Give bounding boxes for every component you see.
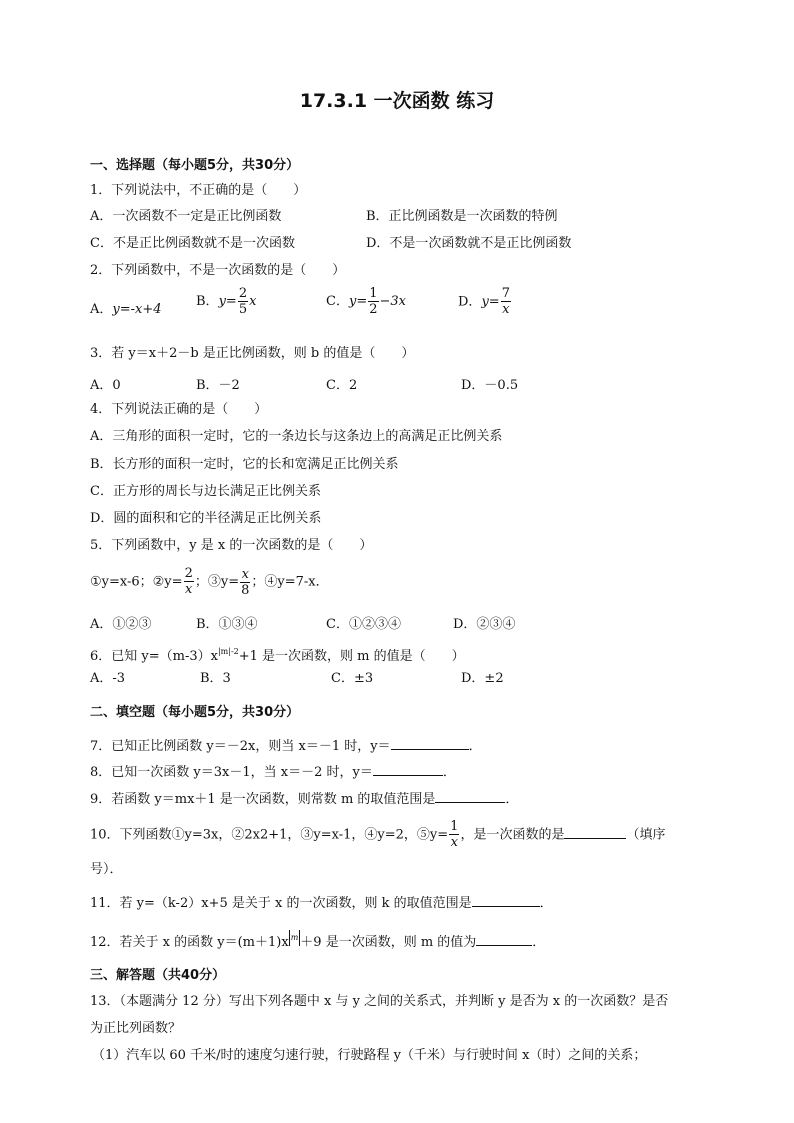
q4-stem: 4．下列说法正确的是（ ） xyxy=(90,402,268,417)
q13-part1: （1）汽车以 60 千米/时的速度匀速行驶，行驶路程 y（千米）与行驶时间 x（时）之间的关系； xyxy=(92,1048,647,1063)
q5-option-b: B．①③④ xyxy=(196,617,258,632)
q3-option-b: B．－2 xyxy=(196,378,240,393)
q5-option-a: A．①②③ xyxy=(90,617,152,632)
q7-answer-blank[interactable] xyxy=(391,736,469,750)
q8-answer-blank[interactable] xyxy=(373,762,443,776)
q6-option-a: A．-3 xyxy=(90,671,126,686)
q5-fraction-x-over-8: $\frac{x}{8}$ xyxy=(241,566,250,598)
q1-option-a: A．一次函数不一定是正比例函数 xyxy=(90,209,282,224)
q4-option-b: B．长方形的面积一定时，它的长和宽满足正比例关系 xyxy=(90,457,399,472)
q1-stem: 1．下列说法中，不正确的是（ ） xyxy=(90,183,307,198)
q13-line1: 13．（本题满分 12 分）写出下列各题中 x 与 y 之间的关系式，并判断 y 是否为 x 的一次函数？是否 xyxy=(90,994,669,1009)
q5-fraction-2-over-x: $\frac{2}{x}$ xyxy=(184,566,193,597)
q13-line2: 为正比列函数？ xyxy=(90,1021,182,1036)
q3-option-c: C．2 xyxy=(326,378,358,393)
q2-option-a: A．y=-x+4 xyxy=(90,302,162,317)
section-heading-fill: 二、填空题（每小题5分，共30分） xyxy=(90,705,300,720)
q11: 11．若 y=（k-2）x+5 是关于 x 的一次函数，则 k 的取值范围是 ． xyxy=(90,893,553,912)
q5-option-c: C．①②③④ xyxy=(326,617,401,632)
q1-option-c: C．不是正比例函数就不是一次函数 xyxy=(90,236,295,251)
q12: 12．若关于 x 的函数 y＝(m＋1)x $^m$ ＋9 是一次函数，则 m 的值为 ． xyxy=(90,930,545,951)
q2-option-c: C．y= $\frac{1}{2}$ −3x xyxy=(326,286,406,317)
q2-b-fraction: $\frac{2}{5}$ xyxy=(238,286,248,317)
q2-d-fraction: $\frac{7}{x}$ xyxy=(501,286,510,317)
q2-stem: 2．下列函数中，不是一次函数的是（ ） xyxy=(90,263,346,278)
q3-option-a: A．0 xyxy=(90,378,121,393)
q11-answer-blank[interactable] xyxy=(472,893,540,907)
q9-answer-blank[interactable] xyxy=(435,789,505,803)
q4-option-a: A．三角形的面积一定时，它的一条边长与这条边上的高满足正比例关系 xyxy=(90,429,503,444)
page-title: 17.3.1 一次函数 练习 xyxy=(299,90,495,112)
q4-option-d: D．圆的面积和它的半径满足正比例关系 xyxy=(90,511,322,526)
q8: 8．已知一次函数 y＝3x－1，当 x＝－2 时，y＝ ． xyxy=(90,762,456,781)
q1-option-d: D．不是一次函数就不是正比例函数 xyxy=(366,236,572,251)
q10-continued: 号）． xyxy=(90,862,123,877)
q10-fraction-1-over-x: $\frac{1}{x}$ xyxy=(450,819,459,850)
q6-option-b: B．3 xyxy=(200,671,231,686)
q9: 9．若函数 y＝mx＋1 是一次函数，则常数 m 的取值范围是 ． xyxy=(90,789,518,808)
q7: 7．已知正比例函数 y＝－2x，则当 x＝－1 时，y＝ ． xyxy=(90,736,482,755)
q2-option-b: B．y= $\frac{2}{5}$ x xyxy=(196,286,257,317)
q2-c-fraction: $\frac{1}{2}$ xyxy=(369,286,378,317)
q10-answer-blank[interactable] xyxy=(564,825,626,839)
q6-option-d: D．±2 xyxy=(461,671,504,686)
q5-option-d: D．②③④ xyxy=(453,617,516,632)
q5-stem: 5．下列函数中，y 是 x 的一次函数的是（ ） xyxy=(90,538,373,553)
q2-option-d: D．y= $\frac{7}{x}$ xyxy=(458,286,510,317)
q3-stem: 3．若 y＝x＋2－b 是正比例函数，则 b 的值是（ ） xyxy=(90,346,415,361)
q1-option-b: B．正比例函数是一次函数的特例 xyxy=(366,209,558,224)
q6-option-c: C．±3 xyxy=(331,671,374,686)
q5-functions: ①y=x-6；②y= $\frac{2}{x}$；③y= $\frac{x}{8}$ ；④y=7-x． xyxy=(90,566,329,598)
section-heading-choice: 一、选择题（每小题5分，共30分） xyxy=(90,158,300,173)
q3-option-d: D．－0.5 xyxy=(461,378,519,393)
q6-stem: 6．已知 $y=(m-3)x^{|m|-2}+1$ 是一次函数，则 m 的值是（ ） xyxy=(90,647,465,664)
q10: 10．下列函数①y=3x，②2x2+1，③y=x-1，④y=2，⑤y= $\frac{1}{x}$，是一次函数的是 （填序 xyxy=(90,819,666,850)
q12-answer-blank[interactable] xyxy=(476,932,532,946)
q4-option-c: C．正方形的周长与边长满足正比例关系 xyxy=(90,484,321,499)
section-heading-solve: 三、解答题（共40分） xyxy=(90,968,226,983)
